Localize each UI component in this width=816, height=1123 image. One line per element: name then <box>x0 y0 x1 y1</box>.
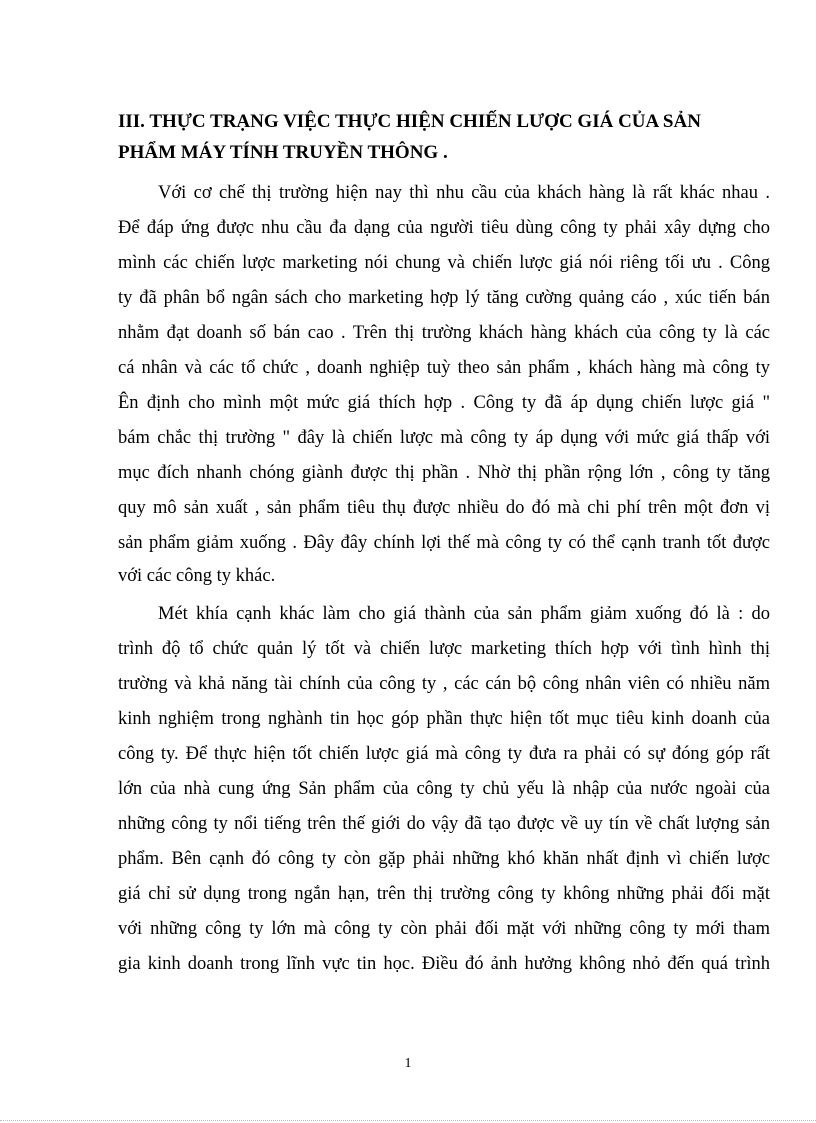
paragraph-line: quy mô sản xuất , sản phẩm tiêu thụ được nhiều do đó mà chi phí trên một đơn vị <box>118 498 770 518</box>
paragraph-line: mục đích nhanh chóng giành được thị phần . Nhờ thị phần rộng lớn , công ty tăng <box>118 463 770 483</box>
paragraph-line: trình độ tổ chức quản lý tốt và chiến lược marketing thích hợp với tình hình thị <box>118 639 770 659</box>
paragraph-line: công ty. Để thực hiện tốt chiến lược giá mà công ty đưa ra phải có sự đóng góp rất <box>118 744 770 764</box>
paragraph-line: Ên định cho mình một mức giá thích hợp . Công ty đã áp dụng chiến lược giá " <box>118 393 770 413</box>
paragraph-line: trường và khả năng tài chính của công ty , các cán bộ công nhân viên có nhiều năm <box>118 674 770 694</box>
paragraph-line: phẩm. Bên cạnh đó công ty còn gặp phải những khó khăn nhất định vì chiến lược <box>118 849 770 869</box>
paragraph-line: giá chỉ sử dụng trong ngắn hạn, trên thị trường công ty không những phải đối mặt <box>118 884 770 904</box>
paragraph-line: những công ty nổi tiếng trên thế giới do vậy đã tạo được về uy tín về chất lượng sản <box>118 814 770 834</box>
paragraph-line: với các công ty khác. <box>118 566 276 586</box>
paragraph-line: mình các chiến lược marketing nói chung và chiến lược giá nói riêng tối ưu . Công <box>118 253 770 273</box>
section-heading <box>118 106 778 168</box>
paragraph-line: Để đáp ứng được nhu cầu đa dạng của người tiêu dùng công ty phải xây dựng cho <box>118 218 770 238</box>
paragraph-line: sản phẩm giảm xuống . Đây đây chính lợi thế mà công ty có thể cạnh tranh tốt được <box>118 533 770 553</box>
heading-line-1: III. THỰC TRẠNG VIỆC THỰC HIỆN CHIẾN LƯỢC GIÁ CỦA SẢN <box>118 111 701 132</box>
paragraph-line: nhằm đạt doanh số bán cao . Trên thị trường khách hàng khách của công ty là các <box>118 323 770 343</box>
paragraph-line: lớn của nhà cung ứng Sản phẩm của công ty chủ yếu là nhập của nước ngoài của <box>118 779 770 799</box>
paragraph-line: Mét khía cạnh khác làm cho giá thành của sản phẩm giảm xuống đó là : do <box>158 604 770 624</box>
paragraph-line: ty đã phân bổ ngân sách cho marketing hợp lý tăng cường quảng cáo , xúc tiến bán <box>118 288 770 308</box>
paragraph-line: gia kinh doanh trong lĩnh vực tin học. Điều đó ảnh hưởng không nhỏ đến quá trình <box>118 954 770 974</box>
paragraph-line: kinh nghiệm trong nghành tin học góp phần thực hiện tốt mục tiêu kinh doanh của <box>118 709 770 729</box>
heading-line-2: PHẨM MÁY TÍNH TRUYỀN THÔNG . <box>118 142 448 163</box>
paragraph-line: Với cơ chế thị trường hiện nay thì nhu cầu của khách hàng là rất khác nhau . <box>158 183 770 203</box>
paragraph-line: với những công ty lớn mà công ty còn phải đối mặt với những công ty mới tham <box>118 919 770 939</box>
page-number: 1 <box>404 1056 412 1071</box>
paragraph-line: bám chắc thị trường " đây là chiến lược mà công ty áp dụng với mức giá thấp với <box>118 428 770 448</box>
paragraph-line: cá nhân và các tổ chức , doanh nghiệp tuỳ theo sản phẩm , khách hàng mà công ty <box>118 358 770 378</box>
page-bottom-border <box>0 1120 816 1121</box>
